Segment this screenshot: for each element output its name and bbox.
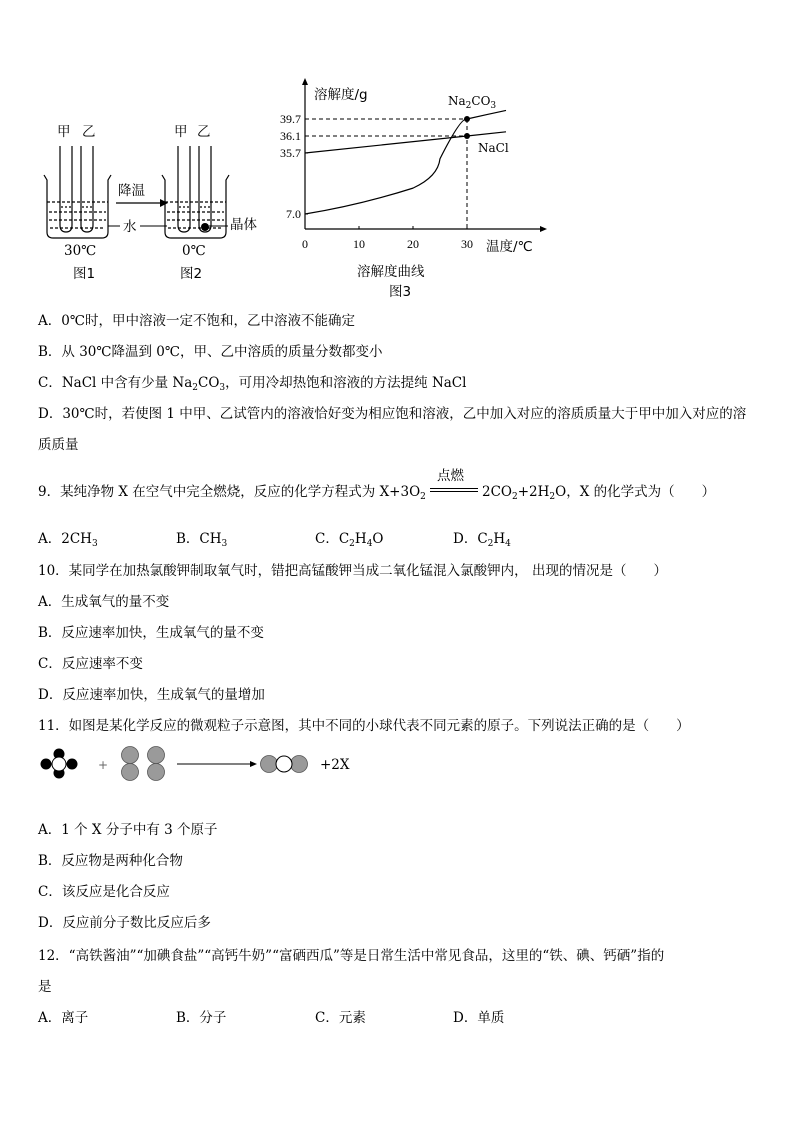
x-tick-label: 30 <box>461 237 473 251</box>
point-na2co3-30 <box>464 116 470 122</box>
q10-option-b: B．反应速率加快，生成氧气的量不变 <box>38 625 264 641</box>
chart-ylabel: 溶解度/g <box>314 87 368 103</box>
q11-plus-sign: + <box>98 758 109 772</box>
q12-option-a: A．离子 <box>38 1010 89 1026</box>
q12-option-c: C．元素 <box>315 1010 366 1026</box>
q10-option-a: A．生成氧气的量不变 <box>38 594 170 610</box>
q9-stem-products: $2CO_2+2H_2O$，X 的化学式为（ ） <box>482 484 716 502</box>
q12-stem-line2: 是 <box>38 979 52 995</box>
q12-stem-line1: 12．“高铁酱油”“加碘食盐”“高钙牛奶”“富硒西瓜”等是日常生活中常见食品，这里的“铁、碘、钙硒”指的 <box>38 948 665 964</box>
q9-option-d: D．$C_2H_4$ <box>453 531 511 549</box>
product-molecule <box>261 756 308 773</box>
q10-stem: 10．某同学在加热氯酸钾制取氧气时，错把高锰酸钾当成二氧化锰混入氯酸钾内， 出现的情况是（ ） <box>38 563 667 579</box>
reactant-molecule-2 <box>122 747 165 781</box>
chart-series <box>305 110 506 214</box>
q9-option-b: B．$CH_3$ <box>176 531 228 549</box>
q8-option-a: A．0℃时，甲中溶液一定不饱和，乙中溶液不能确定 <box>38 313 355 329</box>
q11-stem: 11．如图是某化学反应的微观粒子示意图，其中不同的小球代表不同元素的原子。下列说法正确的是（ ） <box>38 718 690 734</box>
q9-condition: 点燃 <box>437 468 464 484</box>
chart-title: 溶解度曲线 <box>357 264 425 280</box>
fig1-tube-label-b: 乙 <box>82 124 96 140</box>
q9-equation-bar-2 <box>430 491 478 492</box>
point-nacl-30 <box>464 133 470 139</box>
x-tick-label: 0 <box>302 237 308 251</box>
q9-option-c: C．$C_2H_4O$ <box>315 531 384 549</box>
chart-ticks <box>280 112 473 251</box>
q9-option-a: A．$2CH_3$ <box>38 531 98 549</box>
fig2-tube-label-b: 乙 <box>197 124 211 140</box>
q11-option-a: A．1 个 X 分子中有 3 个原子 <box>38 822 218 838</box>
series-nacl-line <box>305 132 506 153</box>
series-na2co3-line <box>305 110 506 214</box>
q9-stem: 9．某纯净物 X 在空气中完全燃烧，反应的化学方程式为 $X+3O_2$ <box>38 484 426 502</box>
q8-option-c: C．NaCl 中含有少量 $Na_2CO_3$，可用冷却热饱和溶液的方法提纯 NaCl <box>38 375 467 393</box>
chart-caption: 图3 <box>389 284 412 300</box>
y-tick-label: 39.7 <box>280 112 301 126</box>
chart-xlabel: 温度/℃ <box>486 239 533 255</box>
q8-option-d-line2: 质质量 <box>38 437 79 453</box>
solubility-chart <box>0 0 794 300</box>
q12-option-d: D．单质 <box>453 1010 505 1026</box>
q11-option-d: D．反应前分子数比反应后多 <box>38 915 211 931</box>
q11-product-extra: +2X <box>320 757 350 773</box>
series-label-na2co3: $Na_2CO_3$ <box>448 94 497 111</box>
water-label: 水 <box>123 219 137 235</box>
q10-option-c: C．反应速率不变 <box>38 656 143 672</box>
q11-reaction-diagram <box>0 740 794 790</box>
q9-equation-bar <box>430 488 478 489</box>
series-label-nacl: NaCl <box>478 141 509 155</box>
fig1-caption: 图1 <box>73 266 96 282</box>
x-tick-label: 20 <box>407 237 419 251</box>
q10-option-d: D．反应速率加快，生成氧气的量增加 <box>38 687 265 703</box>
q8-option-b: B．从 30℃降温到 0℃，甲、乙中溶质的质量分数都变小 <box>38 344 383 360</box>
reaction-arrow <box>177 761 257 767</box>
x-tick-label: 10 <box>353 237 365 251</box>
y-tick-label: 35.7 <box>280 146 301 160</box>
y-axis-arrow <box>302 78 308 85</box>
crystal-label: 晶体 <box>230 217 257 233</box>
fig1-temp: 30℃ <box>64 243 97 259</box>
q8-option-d-line1: D．30℃时，若使图 1 中甲、乙试管内的溶液恰好变为相应饱和溶液，乙中加入对应的溶质质量大于甲中加入对应的溶 <box>38 406 747 422</box>
y-tick-label: 36.1 <box>280 129 301 143</box>
fig2-caption: 图2 <box>180 266 203 282</box>
arrow-label: 降温 <box>118 183 145 199</box>
y-tick-label: 7.0 <box>286 207 301 221</box>
fig1-tube-label-a: 甲 <box>57 124 71 140</box>
reactant-molecule-1 <box>41 749 78 779</box>
x-axis-arrow <box>540 226 547 232</box>
q12-option-b: B．分子 <box>176 1010 227 1026</box>
q11-option-c: C．该反应是化合反应 <box>38 884 170 900</box>
fig2-temp: 0℃ <box>182 243 206 259</box>
fig2-tube-label-a: 甲 <box>174 124 188 140</box>
q11-option-b: B．反应物是两种化合物 <box>38 853 183 869</box>
chart-guides <box>305 119 467 229</box>
